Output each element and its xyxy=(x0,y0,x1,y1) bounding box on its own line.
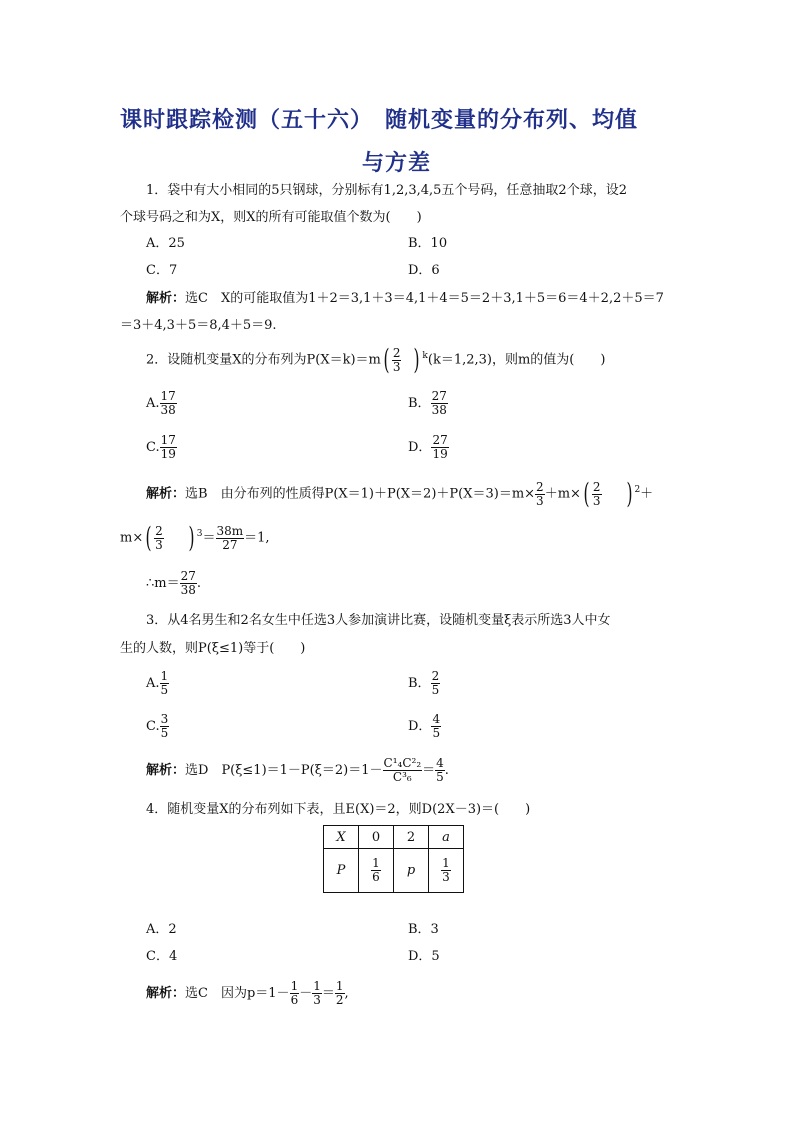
q1-stem-line1: 1．袋中有大小相同的5只钢球，分别标有1,2,3,4,5五个号码，任意抽取2个球，设2 xyxy=(146,183,627,198)
q1-solution-label: 解析： xyxy=(146,291,186,306)
q1-option-c: C．7 xyxy=(146,263,178,278)
q3-stem-line1: 3．从4名男生和2名女生中任选3人参加演讲比赛，设随机变量ξ表示所选3人中女 xyxy=(146,613,611,628)
q2-stem-fraction: $\frac{2}{3}$ xyxy=(392,345,401,374)
q3-solution: 解析：选D P(ξ≤1)＝1－P(ξ＝2)＝1－ $\frac{\text{C¹₄C²₂}}{\text{C³₆}}$ ＝ $\frac{4}{5}$ . xyxy=(146,756,449,784)
table-row: X 0 2 a xyxy=(324,826,464,849)
q2-stem-post: (k＝1,2,3)，则m的值为( ) xyxy=(427,352,606,368)
distribution-table xyxy=(323,825,464,893)
page-title: 课时跟踪检测（五十六） 随机变量的分布列、均值 xyxy=(120,108,639,133)
q1-option-a: A．25 xyxy=(146,236,185,251)
q2-stem xyxy=(146,343,606,376)
q2-solution-line2: m×( $\frac{2}{3}$ ) $^3$＝ $\frac{38m}{27}$ ＝1, xyxy=(120,521,270,554)
q1-option-d: D．6 xyxy=(408,263,440,278)
q4-option-c: C．4 xyxy=(146,949,178,964)
q4-option-a: A．2 xyxy=(146,922,177,937)
q2-option-c: C. $\frac{17}{19}$ xyxy=(146,433,176,461)
right-paren: ) xyxy=(413,343,420,376)
q1-stem-line2: 个球号码之和为X，则X的所有可能取值个数为( ) xyxy=(120,210,422,225)
q2-solution-line1: 解析：选B 由分布列的性质得P(X＝1)＋P(X＝2)＋P(X＝3)＝m× $\frac{2}{3}$ ＋m×( $\frac{2}{3}$ ) $^2$＋ xyxy=(146,477,654,510)
q3-option-c: C. $\frac{3}{5}$ xyxy=(146,712,169,740)
q2-option-a: A. $\frac{17}{38}$ xyxy=(146,389,176,417)
q2-exp-k: k xyxy=(422,351,428,362)
q2-option-b: B． $\frac{27}{38}$ xyxy=(408,389,447,417)
q1-option-b: B．10 xyxy=(408,236,448,251)
q1-solution-line2: ＝3＋4,3＋5＝8,4＋5＝9. xyxy=(120,318,277,333)
q4-stem: 4．随机变量X的分布列如下表，且E(X)＝2，则D(2X－3)＝( ) xyxy=(146,802,531,817)
q3-option-b: B． $\frac{2}{5}$ xyxy=(408,669,440,697)
q4-option-b: B．3 xyxy=(408,922,439,937)
q2-option-d: D． $\frac{27}{19}$ xyxy=(408,433,448,461)
q3-option-a: A. $\frac{1}{5}$ xyxy=(146,669,169,697)
q4-solution: 解析：选C 因为p＝1－ $\frac{1}{6}$ － $\frac{1}{3}$ ＝ $\frac{1}{2}$ , xyxy=(146,979,349,1007)
q3-stem-line2: 生的人数，则P(ξ≤1)等于( ) xyxy=(120,641,306,656)
table-row: P $\frac{1}{6}$ p $\frac{1}{3}$ xyxy=(324,849,464,893)
left-paren: ( xyxy=(383,343,390,376)
q2-solution-line3: ∴m＝ $\frac{27}{38}$ . xyxy=(146,569,202,597)
q2-stem-pre: 2．设随机变量X的分布列为P(X＝k)＝m xyxy=(146,352,381,368)
q1-solution-text: 选C X的可能取值为1＋2＝3,1＋3＝4,1＋4＝5＝2＋3,1＋5＝6＝4＋2,2＋5＝7 xyxy=(185,291,664,306)
q3-option-d: D． $\frac{4}{5}$ xyxy=(408,712,441,740)
q1-solution-line1 xyxy=(146,291,664,307)
page-title-line2: 与方差 xyxy=(362,151,432,176)
q4-option-d: D．5 xyxy=(408,949,440,964)
